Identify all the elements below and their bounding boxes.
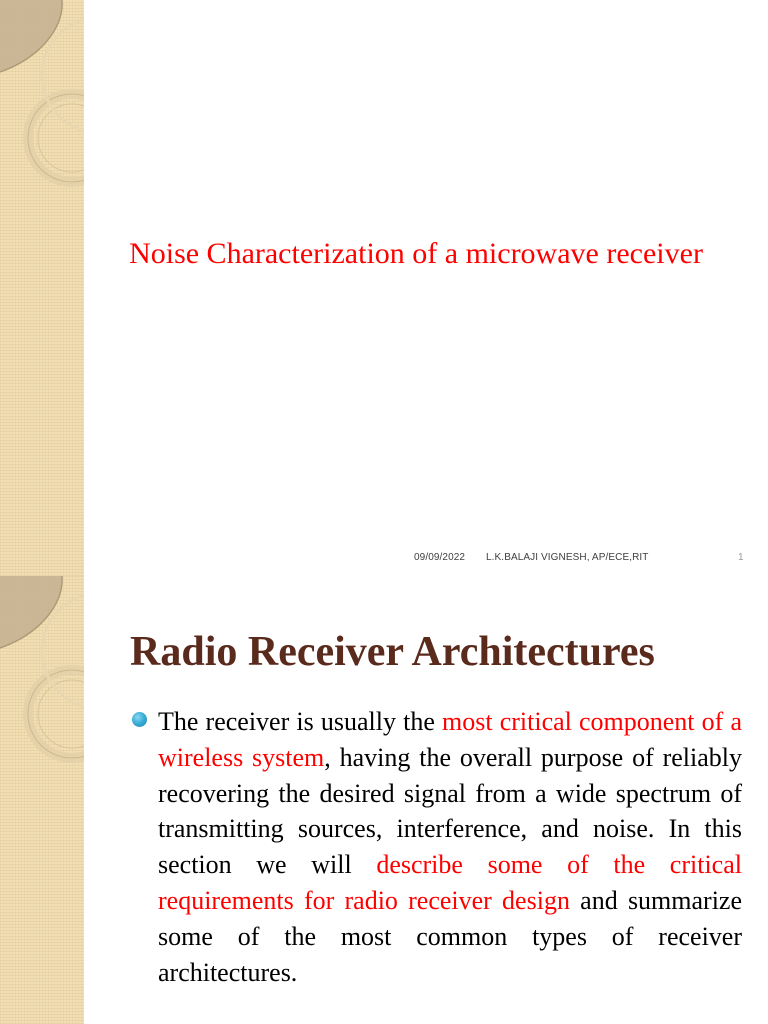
decorative-swirl-graphic (0, 576, 84, 1024)
footer-author: L.K.BALAJI VIGNESH, AP/ECE,RIT (486, 552, 649, 563)
slide-title: Noise Characterization of a microwave receiver (129, 237, 703, 270)
bullet-list (132, 704, 744, 990)
bullet-highlight: most critical component of a wireless system (158, 707, 742, 772)
footer-date: 09/09/2022 (414, 552, 466, 563)
bullet-text-part: The receiver is usually the (158, 707, 442, 736)
bullet-highlight: describe some of the critical requirements for radio receiver design (158, 850, 742, 915)
slide-title: Radio Receiver Architectures (130, 629, 655, 675)
bullet-icon (132, 712, 147, 727)
footer-page-number: 1 (738, 552, 744, 563)
decorative-swirl-graphic (0, 0, 84, 576)
bullet-text-part: and summarize some of the most common types of receiver architectures. (158, 885, 743, 987)
bullet-text-part: , having the overall purpose of reliably recovering the desired signal from a wide spectrum of transmitting sources, interference, and noise. In this section we will (158, 742, 742, 880)
content-slide (0, 576, 768, 1024)
bullet-paragraph (158, 704, 742, 990)
